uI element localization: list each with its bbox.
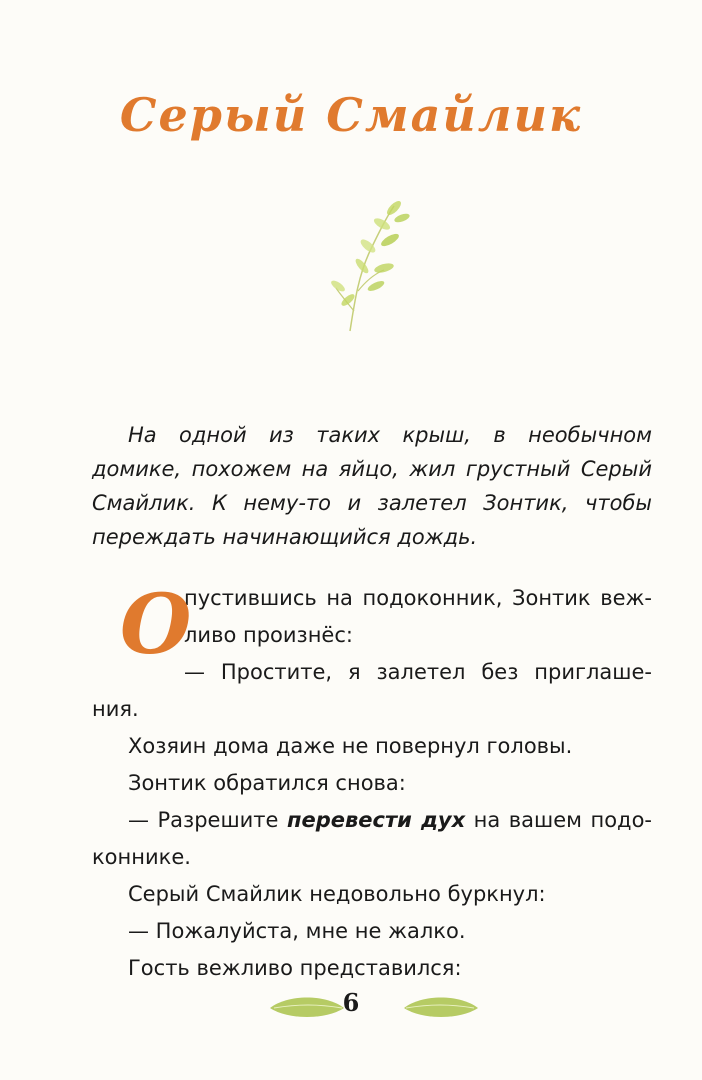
drop-cap-paragraph xyxy=(92,577,652,691)
story-line: — Пожалуйста, мне не жалко. xyxy=(128,919,466,943)
story-line: Зонтик обратился снова: xyxy=(128,771,406,795)
story-line: Гость вежливо представился: xyxy=(128,956,462,980)
drop-cap-letter: О xyxy=(120,577,192,673)
emphasized-phrase: перевести дух xyxy=(286,808,466,832)
story-text xyxy=(92,577,652,987)
story-line: ния. xyxy=(92,697,139,721)
story-line: Серый Смайлик недовольно буркнул: xyxy=(128,882,546,906)
leaf-ornament-left xyxy=(268,994,346,1020)
story-line: пустившись на подоконник, Зонтик веж- xyxy=(184,586,652,610)
story-line: — Простите, я залетел без приглаше- xyxy=(184,660,652,684)
intro-paragraph xyxy=(92,418,652,554)
leaf-ornament-right xyxy=(402,994,480,1020)
story-line: коннике. xyxy=(92,845,191,869)
leaf-sprig-illustration xyxy=(322,196,412,336)
story-text-fragment: на вашем подо- xyxy=(465,808,652,832)
story-line: ливо произнёс: xyxy=(184,623,353,647)
chapter-title: Серый Смайлик xyxy=(119,88,583,142)
page-footer xyxy=(0,988,702,1028)
story-line: Хозяин дома даже не повернул головы. xyxy=(128,734,573,758)
story-line-with-emphasis xyxy=(92,802,652,839)
page-number: 6 xyxy=(342,988,360,1017)
intro-text: На одной из таких крыш, в необычном домике, похожем на яйцо, жил грустный Серый Смайлик. К нему-то и залетел Зонтик, чтобы переждать начинающийся дождь. xyxy=(92,423,652,549)
story-text-fragment: — Разрешите xyxy=(128,808,287,832)
